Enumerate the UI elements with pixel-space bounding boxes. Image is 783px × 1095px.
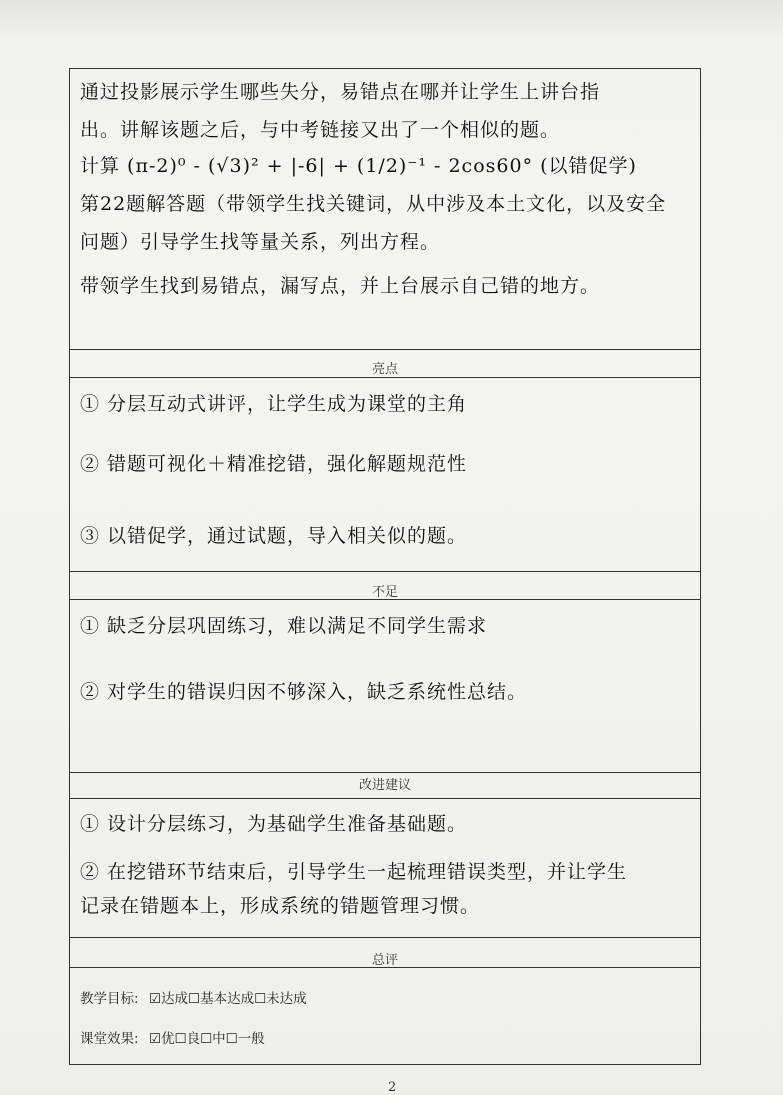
class-effect-options: ☑优☐良☐中☐一般	[148, 1031, 265, 1047]
process-line: 出。讲解该题之后，与中考链接又出了一个相似的题。	[80, 119, 561, 141]
divider	[70, 377, 700, 378]
shortcoming-item: ② 对学生的错误归因不够深入，缺乏系统性总结。	[80, 681, 528, 703]
teaching-goal-label: 教学目标:	[80, 991, 139, 1007]
process-line: 问题）引导学生找等量关系，列出方程。	[80, 231, 441, 253]
teaching-goal-row	[80, 987, 307, 1007]
highlight-item: ② 错题可视化＋精准挖错，强化解题规范性	[80, 453, 468, 475]
divider	[70, 772, 700, 773]
divider	[70, 798, 700, 799]
process-line: 第22题解答题（带领学生找关键词，从中涉及本土文化，以及安全	[80, 193, 667, 215]
class-effect-label: 课堂效果:	[80, 1031, 139, 1047]
suggestions-title: 改进建议	[358, 778, 411, 793]
process-line: 带领学生找到易错点，漏写点，并上台展示自己错的地方。	[80, 275, 601, 297]
divider	[70, 599, 700, 600]
evaluation-form	[69, 68, 701, 1065]
highlights-title: 亮点	[371, 362, 398, 377]
process-line: 计算 (π-2)⁰ - (√3)² + |-6| + (1/2)⁻¹ - 2cos60° (以错促学)	[80, 155, 637, 177]
suggestion-line: 记录在错题本上，形成系统的错题管理习惯。	[80, 895, 481, 917]
page-number: 2	[388, 1080, 397, 1095]
teaching-goal-options: ☑达成☐基本达成☐未达成	[148, 991, 307, 1007]
divider	[70, 571, 700, 572]
divider	[70, 967, 700, 968]
summary-title: 总评	[371, 953, 398, 968]
shortcoming-item: ① 缺乏分层巩固练习，难以满足不同学生需求	[80, 615, 488, 637]
shortcomings-title: 不足	[371, 585, 398, 600]
suggestion-line: ② 在挖错环节结束后，引导学生一起梳理错误类型，并让学生	[80, 861, 628, 883]
process-line: 通过投影展示学生哪些失分，易错点在哪并让学生上讲台指	[80, 81, 601, 103]
divider	[70, 937, 700, 938]
highlight-item: ① 分层互动式讲评，让学生成为课堂的主角	[80, 393, 468, 415]
suggestion-line: ① 设计分层练习，为基础学生准备基础题。	[80, 813, 468, 835]
highlight-item: ③ 以错促学，通过试题，导入相关似的题。	[80, 525, 468, 547]
divider	[70, 349, 700, 350]
class-effect-row	[80, 1027, 265, 1047]
